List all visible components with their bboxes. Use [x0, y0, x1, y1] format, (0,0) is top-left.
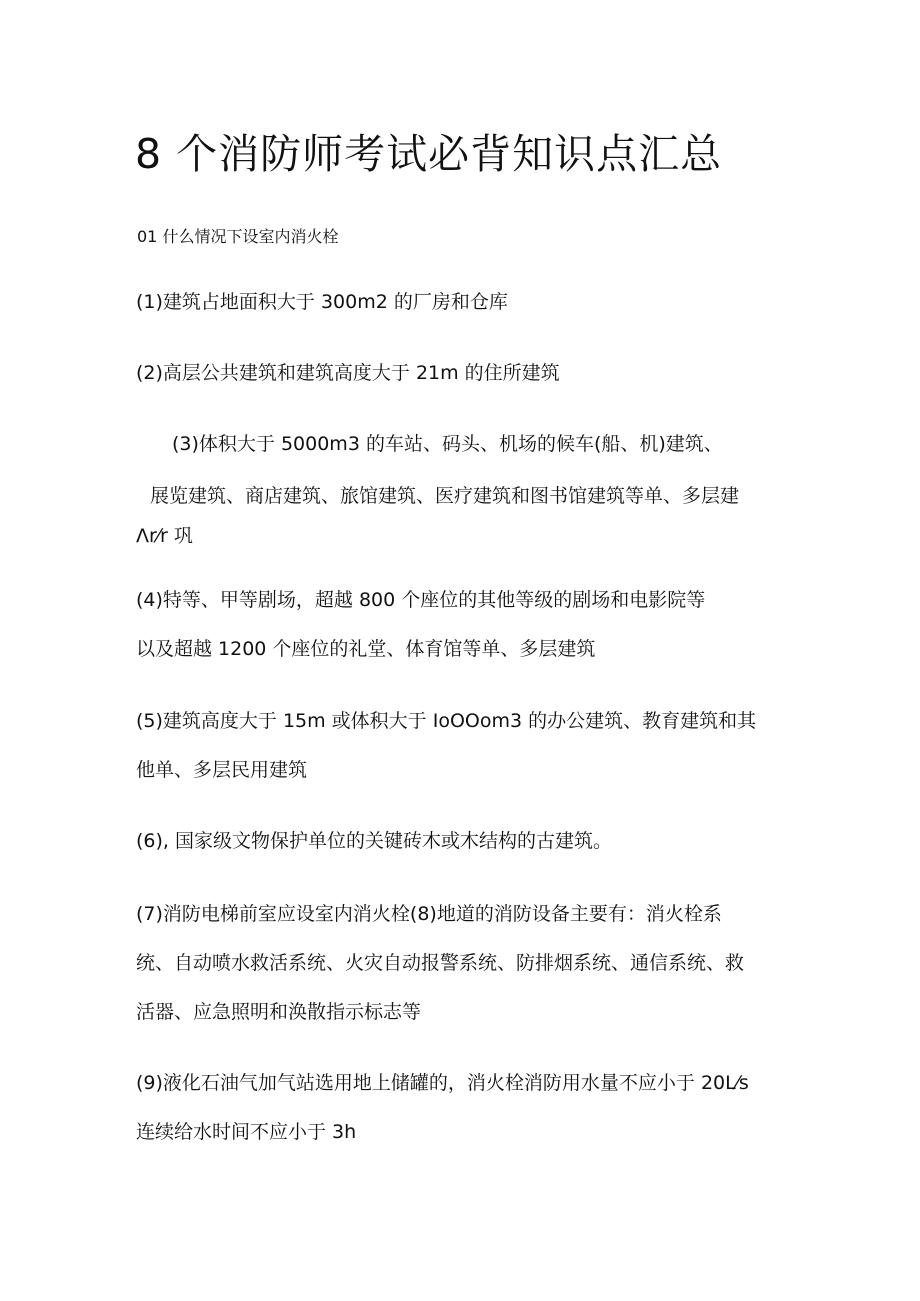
body-line: 统、自动喷水救活系统、火灾自动报警系统、防排烟系统、通信系统、救 [136, 952, 745, 974]
body-line: (3)体积大于 5000m3 的车站、码头、机场的候车(船、机)建筑、 [172, 433, 723, 455]
body-line: 展览建筑、商店建筑、旅馆建筑、医疗建筑和图书馆建筑等单、多层建 [150, 485, 740, 507]
body-line: (1)建筑占地面积大于 300m2 的厂房和仓库 [136, 291, 508, 313]
body-line: (9)液化石油气加气站选用地上储罐的，消火栓消防用水量不应小于 20L⁄s [136, 1072, 749, 1094]
body-line: (2)高层公共建筑和建筑高度大于 21m 的住所建筑 [136, 362, 560, 384]
body-line: 活器、应急照明和涣散指示标志等 [136, 1001, 422, 1023]
body-line: (5)建筑高度大于 15m 或体积大于 IoOOom3 的办公建筑、教育建筑和其 [136, 710, 757, 732]
body-line: (4)特等、甲等剧场，超越 800 个座位的其他等级的剧场和电影院等 [136, 589, 706, 611]
body-line: 以及超越 1200 个座位的礼堂、体育馆等单、多层建筑 [136, 638, 596, 660]
body-line: 连续给水时间不应小于 3h [136, 1121, 357, 1143]
document-title: 8 个消防师考试必背知识点汇总 [135, 130, 723, 178]
section-heading: 01 什么情况下设室内消火栓 [137, 227, 339, 246]
body-line: (6), 国家级文物保护单位的关键砖木或木结构的古建筑。 [136, 830, 612, 852]
body-line: (7)消防电梯前室应设室内消火栓(8)地道的消防设备主要有：消火栓系 [136, 903, 722, 925]
body-line: Λr⁄r 巩 [136, 525, 193, 547]
body-line: 他单、多层民用建筑 [136, 759, 308, 781]
